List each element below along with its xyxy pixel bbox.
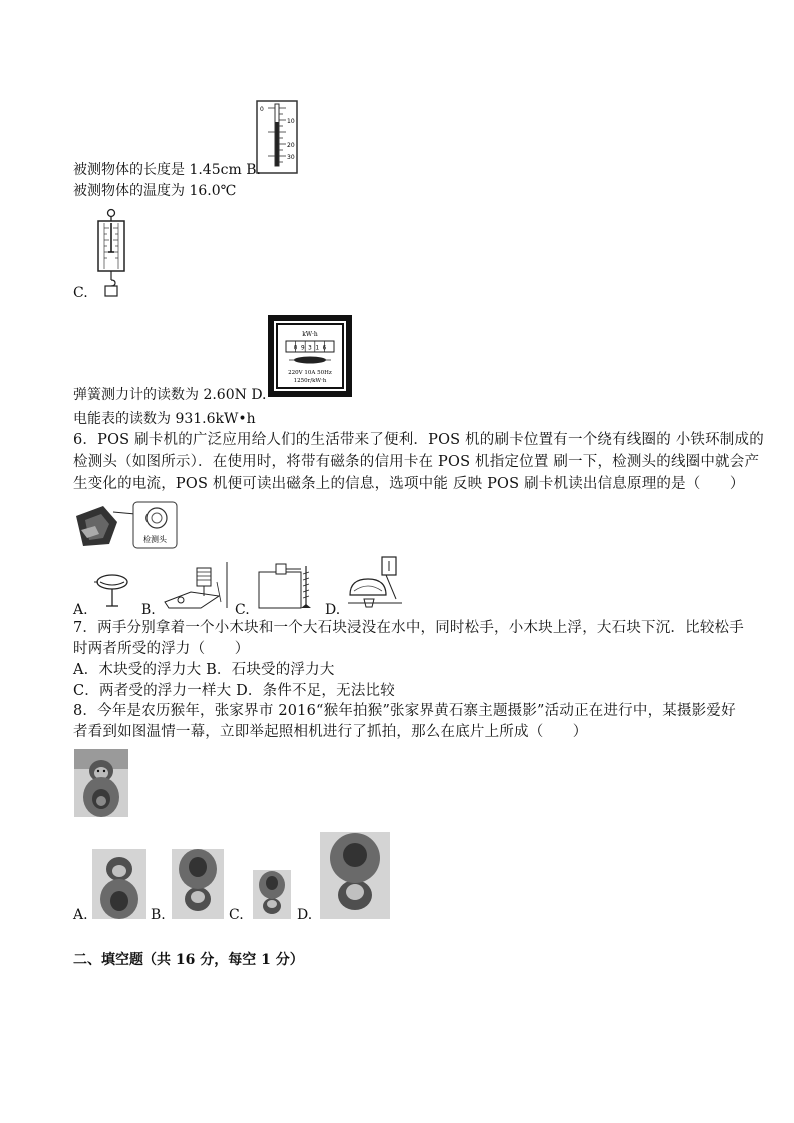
- q6-option-d: D.: [325, 602, 341, 618]
- spring-scale-figure: [93, 208, 129, 298]
- meter-spec: 220V 10A 50Hz: [288, 370, 332, 376]
- q6-line-2: 检测头（如图所示）．在使用时，将带有磁条的信用卡在 POS 机指定位置 刷一下，检测头的线圈中就会产: [73, 454, 760, 470]
- thermometer-tick-0: 0: [260, 106, 264, 113]
- q6-option-c: C.: [235, 602, 250, 618]
- q8-line-2: 者看到如图温情一幕，立即举起照相机进行了抓拍，那么在底片上所成（ ）: [73, 724, 588, 740]
- q7-options-ab: A．木块受的浮力大 B．石块受的浮力大: [73, 662, 335, 678]
- q6-option-b-figure: [161, 562, 229, 612]
- q7-line-1: 7．两手分别拿着一个小木块和一个大石块浸没在水中，同时松手，小木块上浮，大石块下沉．比较松手: [73, 620, 744, 636]
- q8-option-b-image: [172, 849, 224, 919]
- q8-option-b: B.: [151, 907, 166, 923]
- q8-option-c-image: [253, 870, 291, 919]
- q8-option-a: A.: [73, 907, 88, 923]
- q5-option-a-text: 被测物体的长度是 1.45cm B.: [73, 162, 261, 178]
- q6-option-a: A.: [73, 602, 88, 618]
- q8-option-c: C.: [229, 907, 244, 923]
- q5-option-b-text: 被测物体的温度为 16.0℃: [73, 183, 237, 199]
- meter-revolutions: 1250r/kW·h: [293, 378, 327, 384]
- thermometer-tick-30: 30: [287, 154, 295, 161]
- q7-options-cd: C．两者受的浮力一样大 D．条件不足，无法比较: [73, 683, 395, 699]
- pos-reader-figure: [73, 500, 179, 552]
- q6-option-d-figure: [344, 555, 406, 613]
- q8-option-a-image: [92, 849, 146, 919]
- thermometer-tick-20: 20: [287, 142, 295, 149]
- q5-option-c-text: 弹簧测力计的读数为 2.60N D.: [73, 387, 267, 403]
- thermometer-figure: [256, 100, 298, 174]
- q6-option-b: B.: [141, 602, 156, 618]
- meter-digits: 0 9 3 1 6: [293, 344, 327, 352]
- q6-line-3: 生变化的电流，POS 机便可读出磁条上的信息，选项中能 反映 POS 刷卡机读出信息原理的是（ ）: [73, 476, 745, 492]
- q7-line-2: 时两者所受的浮力（ ）: [73, 641, 250, 657]
- thermometer-tick-10: 10: [287, 118, 295, 125]
- electricity-meter-figure: [267, 314, 353, 398]
- q8-option-d-image: [320, 832, 390, 919]
- pos-figure-label: 检测头: [143, 535, 167, 544]
- q6-option-c-figure: [256, 560, 320, 612]
- q6-option-a-figure: [92, 568, 132, 610]
- meter-unit: kW·h: [302, 331, 318, 338]
- q5-option-c-label: C.: [73, 285, 88, 301]
- q5-option-d-text: 电能表的读数为 931.6kW•h: [73, 411, 256, 427]
- q6-line-1: 6．POS 刷卡机的广泛应用给人们的生活带来了便利．POS 机的刷卡位置有一个绕有线圈的 小铁环制成的: [73, 432, 764, 448]
- q8-option-d: D.: [297, 907, 313, 923]
- q8-line-1: 8．今年是农历猴年，张家界市 2016“猴年拍猴”张家界黄石寨主题摄影”活动正在进行中，某摄影爱好: [73, 703, 736, 719]
- monkey-photo: [74, 749, 128, 817]
- section-2-title: 二、填空题（共 16 分，每空 1 分）: [73, 952, 304, 968]
